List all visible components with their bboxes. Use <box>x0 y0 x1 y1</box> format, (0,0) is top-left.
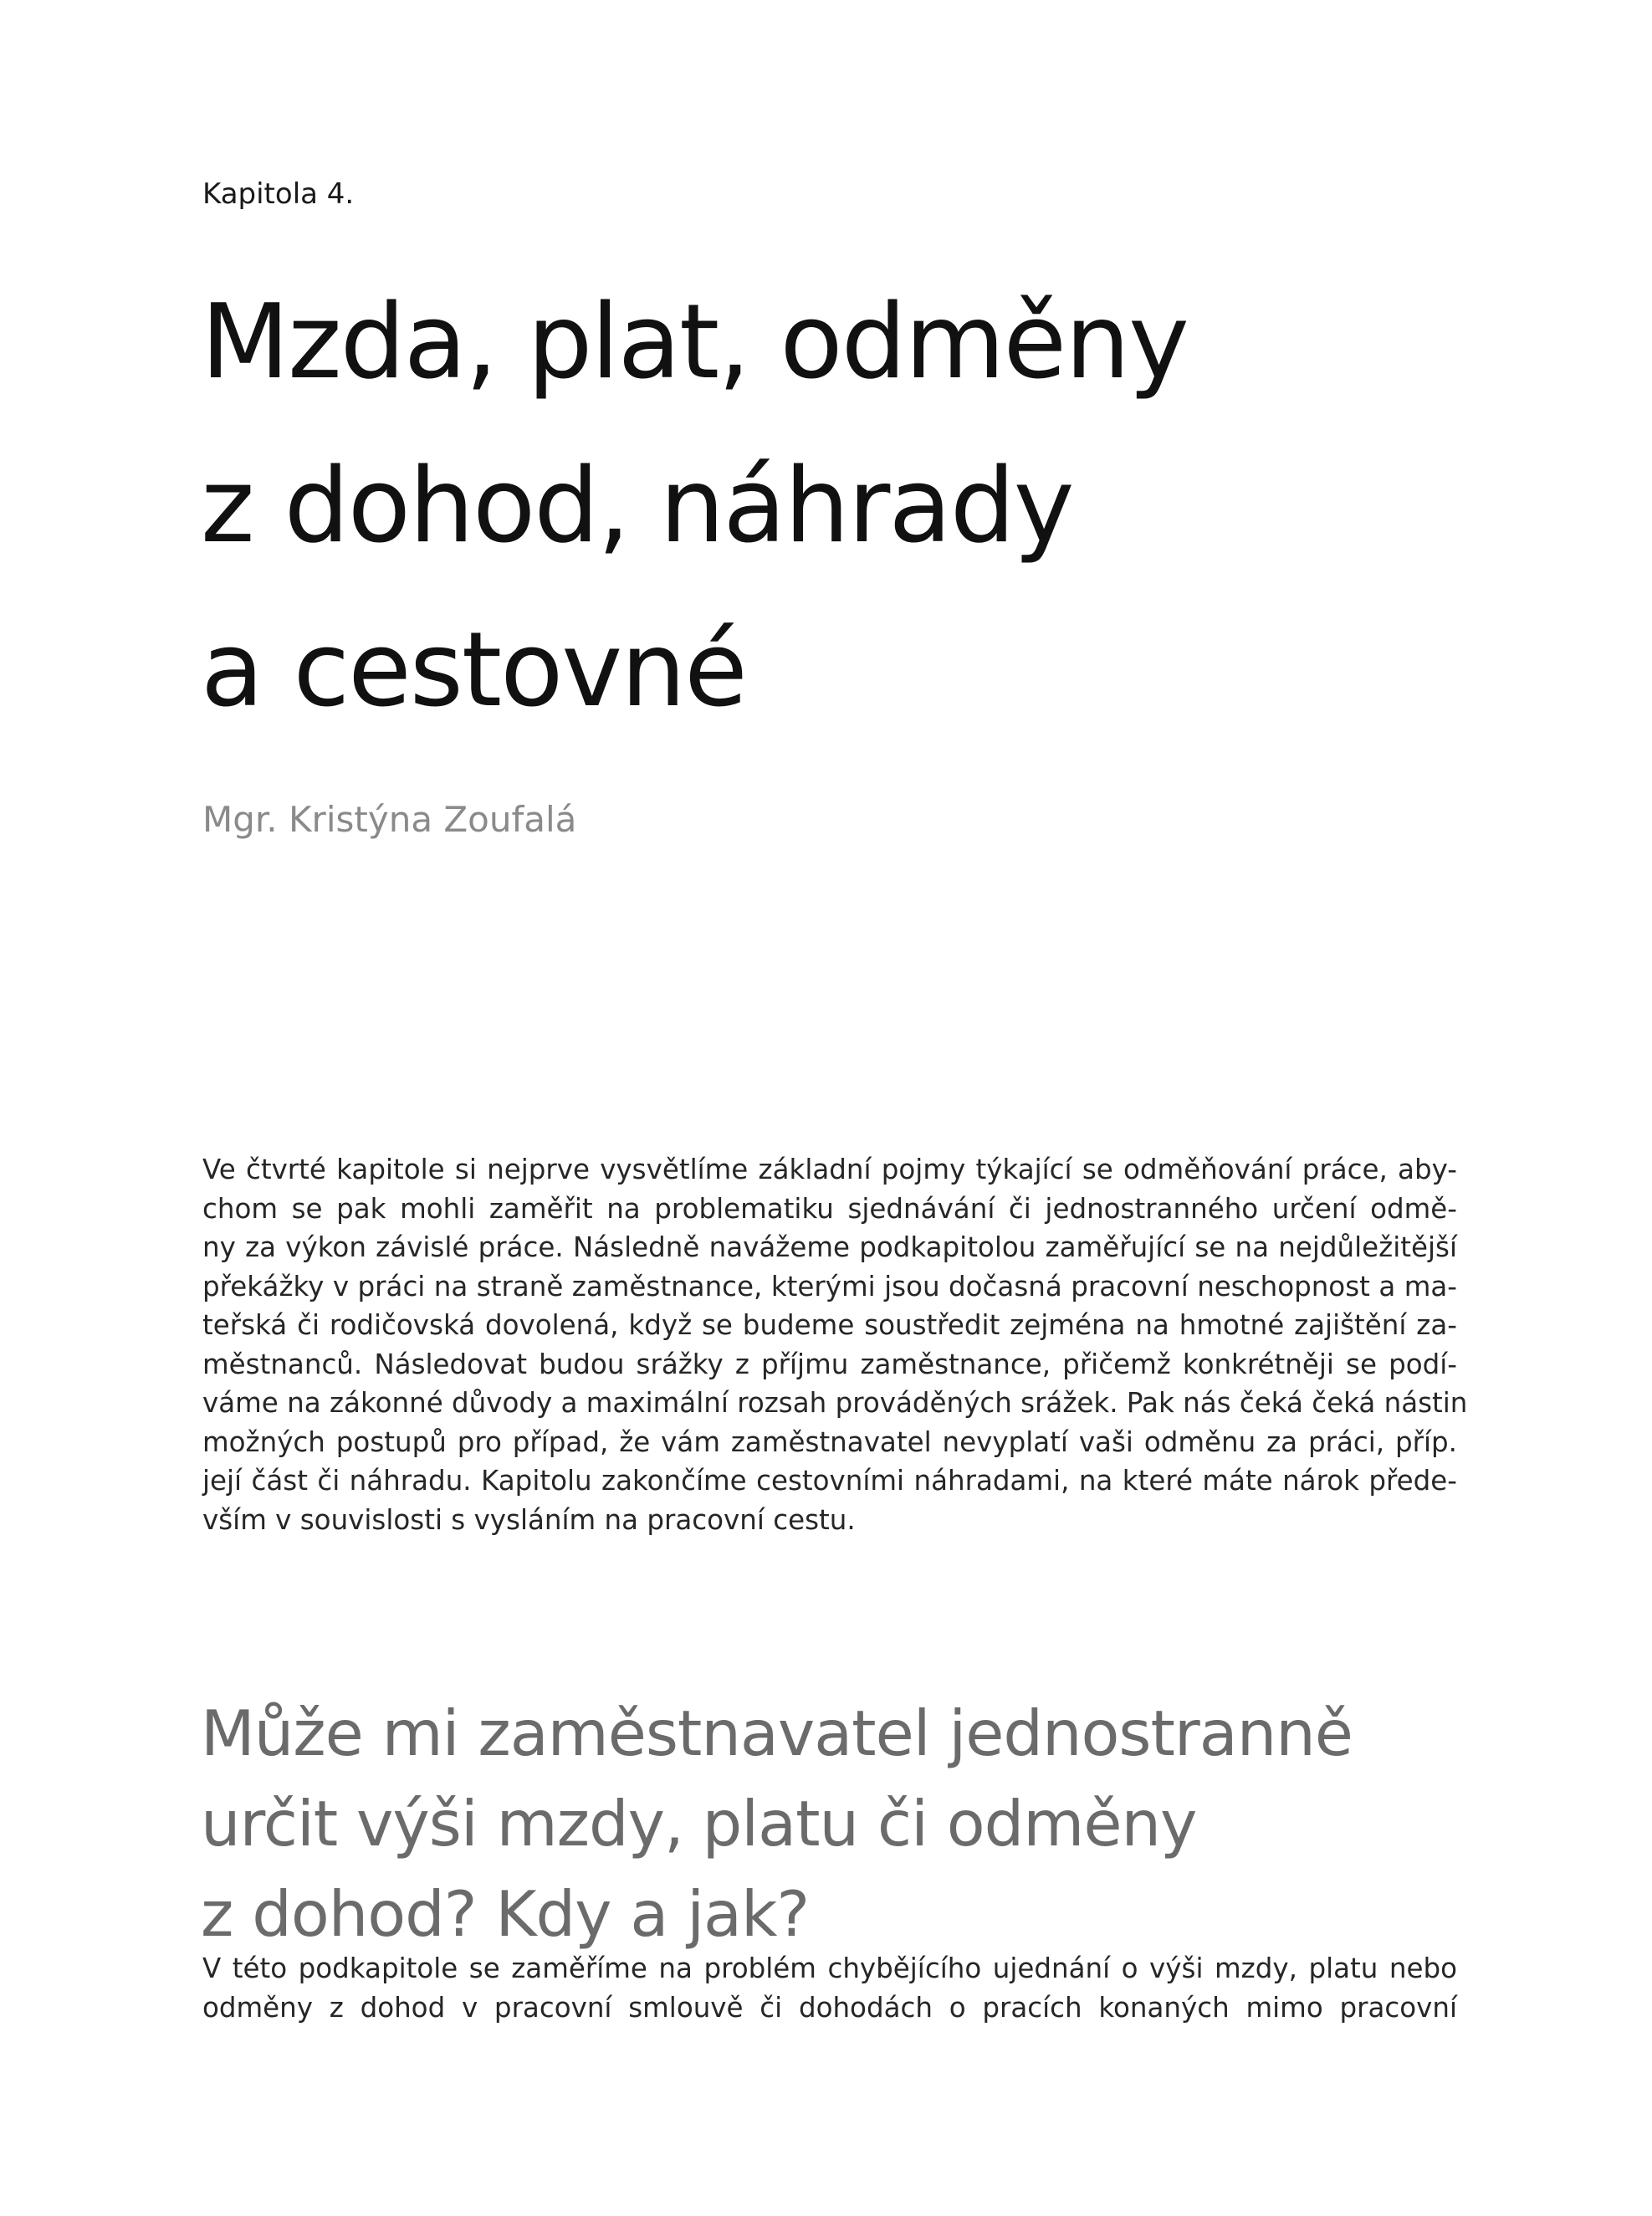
section-line: V této podkapitole se zaměříme na problém chybějícího ujednání o výši mzdy, platu nebo <box>202 1952 1457 1984</box>
intro-line: možných postupů pro případ, že vám zaměstnavatel nevyplatí vaši odměnu za práci, příp. <box>202 1425 1457 1458</box>
intro-line: chom se pak mohli zaměřit na problematiku sjednávání či jednostranného určení odmě- <box>202 1192 1457 1225</box>
chapter-label: Kapitola 4. <box>202 177 355 211</box>
chapter-author: Mgr. Kristýna Zoufalá <box>202 799 577 840</box>
chapter-title-line: Mzda, plat, odměny <box>201 283 1188 402</box>
intro-line: váme na zákonné důvody a maximální rozsah prováděných srážek. Pak nás čeká čeká nástin <box>202 1387 1468 1419</box>
intro-line: ny za výkon závislé práce. Následně navážeme podkapitolou zaměřující se na nejdůležitější <box>202 1231 1457 1263</box>
intro-paragraph <box>202 1150 1468 1539</box>
intro-line: teřská či rodičovská dovolená, když se budeme soustředit zejména na hmotné zajištění za- <box>202 1309 1457 1341</box>
section-heading-line: určit výši mzdy, platu či odměny <box>201 1787 1197 1860</box>
intro-line: vším v souvislosti s vysláním na pracovní cestu. <box>202 1503 856 1536</box>
intro-line: její část či náhradu. Kapitolu zakončíme cestovními náhradami, na které máte nárok přede- <box>202 1465 1457 1497</box>
section-paragraph <box>202 1949 1457 2027</box>
chapter-title-line: a cestovné <box>201 611 746 730</box>
intro-line: překážky v práci na straně zaměstnance, kterými jsou dočasná pracovní neschopnost a ma- <box>202 1270 1457 1302</box>
section-heading-line: z dohod? Kdy a jak? <box>201 1877 810 1951</box>
chapter-title <box>201 261 1539 753</box>
section-line: odměny z dohod v pracovní smlouvě či dohodách o pracích konaných mimo pracovní <box>202 1991 1457 2024</box>
section-heading-line: Může mi zaměstnavatel jednostranně <box>201 1697 1353 1770</box>
intro-line: Ve čtvrté kapitole si nejprve vysvětlíme základní pojmy týkající se odměňování práce, aby- <box>202 1154 1457 1185</box>
chapter-title-line: z dohod, náhrady <box>201 447 1073 566</box>
section-heading <box>201 1688 1539 1959</box>
intro-line: městnanců. Následovat budou srážky z příjmu zaměstnance, přičemž konkrétněji se podí- <box>202 1348 1457 1380</box>
